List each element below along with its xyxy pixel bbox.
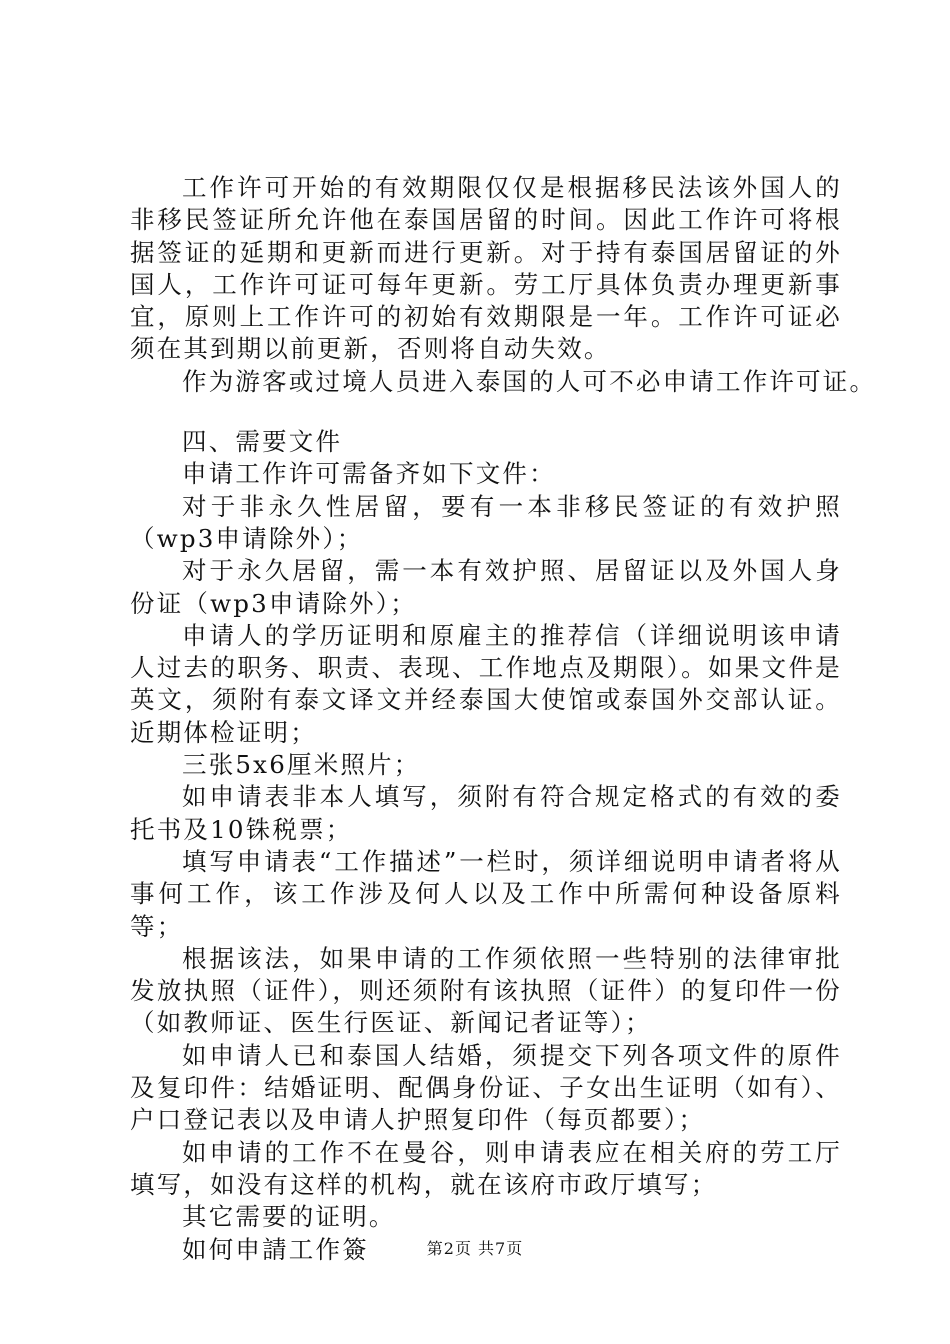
paragraph-license: 根据该法，如果申请的工作须依照一些特别的法律审批发放执照（证件），则还须附有该执照（证件）的复印件一份（如教师证、医生行医证、新闻记者证等）； [130, 943, 842, 1038]
paragraph-validity: 工作许可开始的有效期限仅仅是根据移民法该外国人的非移民签证所允许他在泰国居留的时间。因此工作许可将根据签证的延期和更新而进行更新。对于持有泰国居留证的外国人，工作许可证可每年更新。劳工厅具体负责办理更新事宜，原则上工作许可的初始有效期限是一年。工作许可证必须在其到期以前更新，否则将自动失效。 [130, 173, 842, 364]
paragraph-location: 如申请的工作不在曼谷，则申请表应在相关府的劳工厅填写，如没有这样的机构，就在该府市政厅填写； [130, 1137, 842, 1199]
paragraph-how-to-apply: 如何申請工作簽 [182, 1234, 369, 1264]
paragraph-documents-intro: 申请工作许可需备齐如下文件： [182, 459, 556, 489]
document-body [130, 172, 877, 1266]
paragraph-non-permanent: 对于非永久性居留，要有一本非移民签证的有效护照（wp3申请除外）； [130, 491, 842, 553]
page-number-footer: 第2页 共7页 [426, 1239, 524, 1258]
paragraph-permanent: 对于永久居留，需一本有效护照、居留证以及外国人身份证（wp3申请除外）； [130, 556, 842, 618]
paragraph-proxy: 如申请表非本人填写，须附有符合规定格式的有效的委托书及10铢税票； [130, 782, 842, 844]
section-heading: 四、需要文件 [182, 427, 343, 457]
paragraph-other: 其它需要的证明。 [182, 1202, 396, 1232]
paragraph-marriage: 如申请人已和泰国人结婚，须提交下列各项文件的原件及复印件：结婚证明、配偶身份证、子女出生证明（如有）、户口登记表以及申请人护照复印件（每页都要）； [130, 1040, 842, 1135]
paragraph-gap [130, 398, 842, 426]
paragraph-education: 申请人的学历证明和原雇主的推荐信（详细说明该申请人过去的职务、职责、表现、工作地点及期限）。如果文件是英文，须附有泰文译文并经泰国大使馆或泰国外交部认证。近期体检证明； [130, 620, 842, 747]
paragraph-tourist-exemption: 作为游客或过境人员进入泰国的人可不必申请工作许可证。 [182, 366, 877, 396]
paragraph-photos: 三张5x6厘米照片； [182, 750, 421, 780]
paragraph-job-description: 填写申请表“工作描述”一栏时，须详细说明申请者将从事何工作，该工作涉及何人以及工作中所需何种设备原料等； [130, 846, 842, 941]
